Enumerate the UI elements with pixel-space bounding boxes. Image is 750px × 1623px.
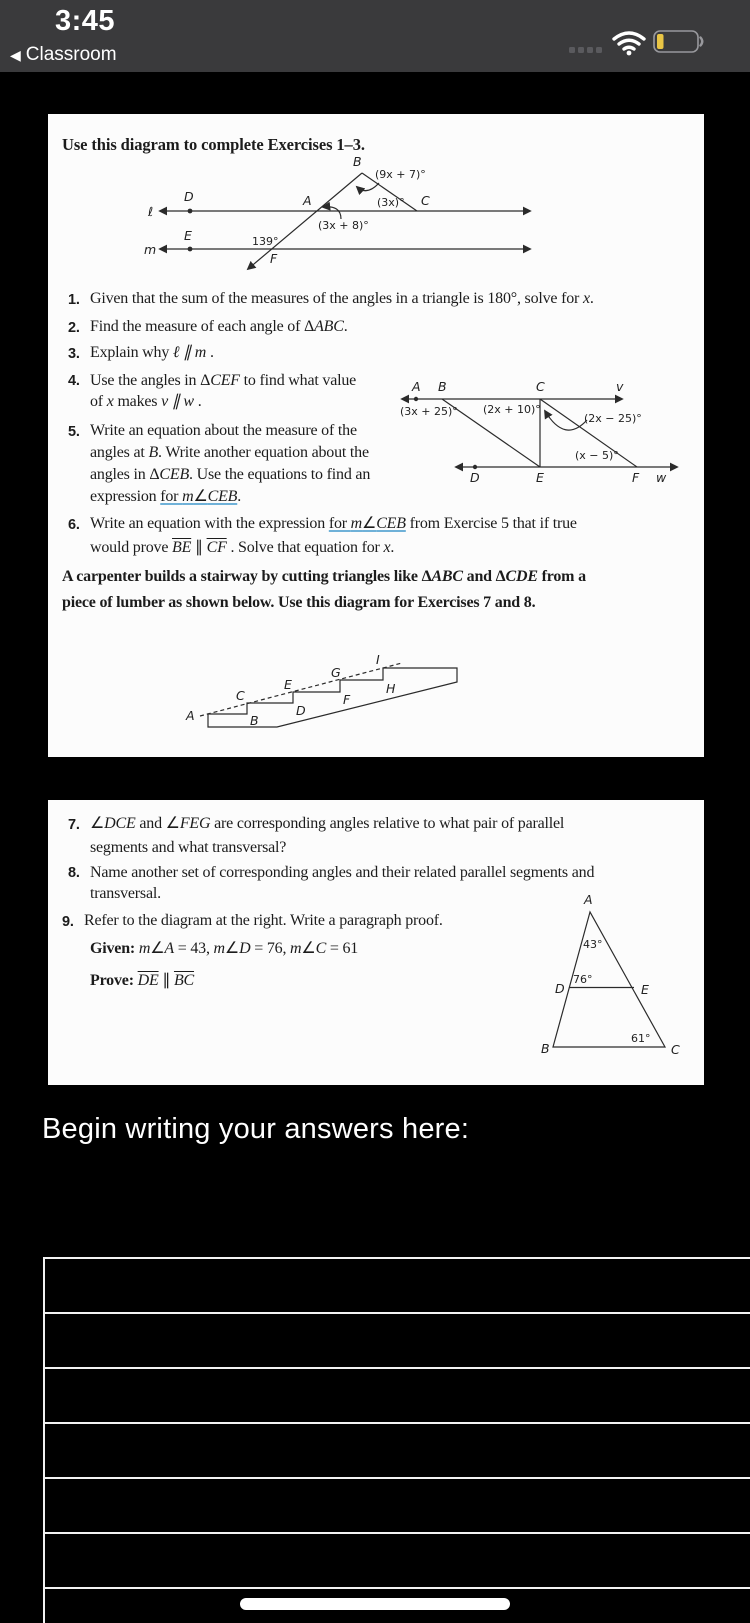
exercise-7-line-1: ∠DCE and ∠FEG are corresponding angles relative to what pair of parallel [90,815,565,832]
exercise-2: 2. Find the measure of each angle of ΔABC. [68,316,715,338]
exercise-7 [68,812,715,860]
point-E-label: E [184,228,192,243]
exercise-5-line-3: angles in ΔCEB. Use the equations to find an [90,466,371,483]
stair-H-label: H [386,681,396,696]
exercise-7-line-2: segments and what transversal? [90,839,287,856]
cellular-signal-icon [569,47,602,53]
status-bar [0,0,750,72]
angle-A-value: (3x + 8)° [318,219,369,232]
point-A-label: A [412,379,421,394]
line-l-label: ℓ [148,204,154,219]
exercise-2-number: 2. [68,320,80,336]
prove-label: Prove: [90,972,138,989]
clock: 3:45 [55,5,116,37]
point-F-label: F [270,251,278,266]
worksheet-page-1 [48,114,704,757]
answer-row[interactable] [45,1422,750,1477]
answer-row[interactable] [45,1477,750,1532]
exercise-5-number: 5. [68,424,80,440]
given-statement: Given: m∠A = 43, m∠D = 76, m∠C = 61 [90,940,359,957]
angle-C-value: 61° [631,1032,651,1045]
point-D-label: D [184,189,194,204]
answer-table [43,1257,750,1623]
point-C-label: C [421,193,430,208]
exercise-7-number: 7. [68,817,80,833]
angle-C2-value: (2x − 25)° [584,412,642,425]
diagram-lines-v-w [395,378,695,486]
angle-D-value: 76° [573,973,593,986]
carpenter-paragraph [62,564,692,616]
exercise-5-line-2: angles at B. Write another equation about the [90,444,369,461]
point-D-label: D [470,470,480,485]
line-m-label: m [144,242,157,257]
exercise-8-line-2: transversal. [90,885,161,902]
stair-C-label: C [236,688,245,703]
point-F-label: F [632,470,640,485]
exercise-6 [68,512,715,560]
exercise-3-number: 3. [68,346,80,362]
exercise-4 [68,370,400,412]
answer-row[interactable] [45,1367,750,1422]
battery-level [657,34,664,49]
diagram-parallel-lines-triangle [140,148,542,276]
answer-row[interactable] [45,1532,750,1587]
angle-C-value: (3x)° [377,196,405,209]
point-D-label: D [555,981,565,996]
segment-DE: $\overline{DE}$ [137,972,159,989]
segment-BC: $\overline{BC}$ [173,972,195,989]
m-angle-CEB-link: for m∠CEB [328,515,406,532]
exercise-6-line-1: Write an equation with the expression for m∠CEB from Exercise 5 that if true [90,515,577,532]
point-C-label: C [671,1042,680,1057]
battery-icon [653,30,705,53]
wifi-icon [611,28,647,56]
line-w-label: w [656,470,667,485]
segment-CF: $\overline{CF}$ [206,539,227,556]
exercise-8-line-1: Name another set of corresponding angles and their related parallel segments and [90,864,595,881]
angle-A-value: 43° [583,938,603,951]
worksheet-title: Use this diagram to complete Exercises 1–3. [62,135,365,154]
stair-G-label: G [331,665,341,680]
exercise-6-line-2: would prove $\overline{BE}$ ∥ $\overline{CF}$ . Solve that equation for x. [90,539,395,556]
stair-E-label: E [284,677,292,692]
point-E-label: E [641,982,649,997]
stair-I-label: I [376,652,380,667]
given-label: Given: [90,940,139,957]
carpenter-line-1: A carpenter builds a stairway by cutting triangles like ΔABC and ΔCDE from a [62,568,586,585]
point-A-label: A [584,892,593,907]
point-E-label: E [536,470,544,485]
point-C-label: C [536,379,545,394]
stair-F-label: F [343,692,351,707]
carpenter-line-2: piece of lumber as shown below. Use this diagram for Exercises 7 and 8. [62,594,536,611]
stair-A-label: A [186,708,195,723]
angle-B-value: (3x + 25)° [400,405,458,418]
answers-heading: Begin writing your answers here: [42,1113,470,1145]
exercise-9-line-1: Refer to the diagram at the right. Write a paragraph proof. [84,912,443,929]
exercise-4-number: 4. [68,373,80,389]
angle-F-value: (x − 5)° [575,449,619,462]
worksheet-page-2 [48,800,704,1085]
stair-B-label: B [250,713,259,728]
exercise-9-number: 9. [62,914,74,930]
exercise-3: 3. Explain why ℓ ∥ m . [68,342,715,364]
point-B-label: B [541,1041,550,1056]
home-indicator[interactable] [240,1598,510,1610]
stair-D-label: D [296,703,306,718]
prove-statement: Prove: $\overline{DE}$ ∥ $\overline{BC}$ [90,972,195,989]
point-B-label: B [438,379,447,394]
exercise-9 [62,910,544,932]
angle-C1-value: (2x + 10)° [483,403,541,416]
exercise-6-number: 6. [68,517,80,533]
back-chevron-icon: ◀ [10,47,21,63]
exercise-1: 1. Given that the sum of the measures of the angles in a triangle is 180°, solve for x. [68,288,715,310]
exercise-1-number: 1. [68,292,80,308]
back-button[interactable] [10,44,117,66]
angle-B-value: (9x + 7)° [375,168,426,181]
back-label: Classroom [25,44,117,65]
point-A-label: A [303,193,312,208]
point-B-label: B [353,154,362,169]
line-v-label: v [616,379,624,394]
exercise-8-number: 8. [68,865,80,881]
exercise-5-line-4: expression for m∠CEB. [90,488,242,505]
segment-BE: $\overline{BE}$ [172,539,192,556]
exercise-5-line-1: Write an equation about the measure of the [90,422,357,439]
angle-F-value: 139° [252,235,279,248]
answer-row[interactable] [45,1257,750,1312]
exercise-5 [68,420,410,508]
m-angle-CEB-link: for m∠CEB [160,488,238,505]
diagram-stairway [170,638,500,733]
diagram-triangle-proof [535,890,705,1060]
answer-row[interactable] [45,1312,750,1367]
exercise-4-line-1: Use the angles in ΔCEF to find what value [90,372,357,389]
exercise-4-line-2: of x makes v ∥ w . [90,393,202,410]
